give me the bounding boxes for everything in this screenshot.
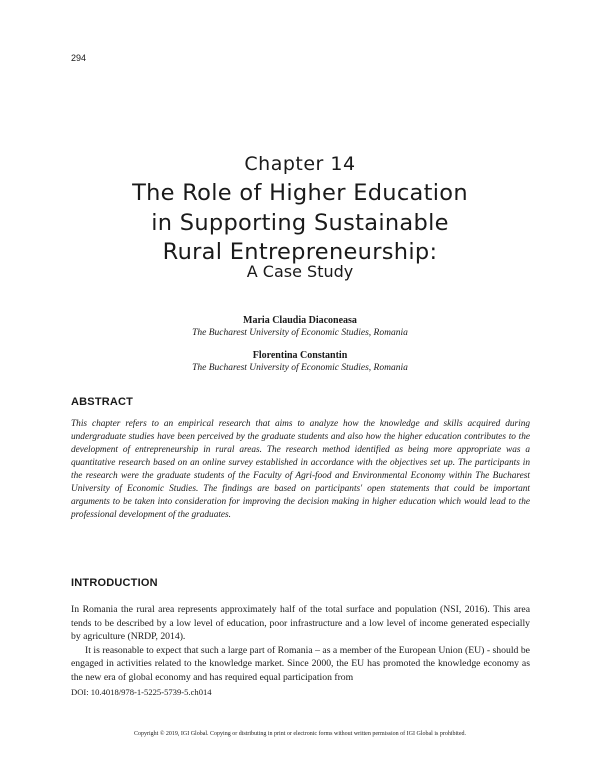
author-name: Florentina Constantin: [252, 350, 348, 361]
author-block: [0, 314, 600, 340]
introduction-body: [71, 603, 530, 684]
introduction-heading: INTRODUCTION: [71, 577, 158, 589]
title-line: Rural Entrepreneurship:: [162, 239, 438, 265]
doi-line: DOI: 10.4018/978-1-5225-5739-5.ch014: [71, 687, 212, 697]
title-line: The Role of Higher Education: [132, 180, 468, 206]
author-block: [0, 349, 600, 375]
body-paragraph: In Romania the rural area represents approximately half of the total surface and population (NSI, 2016). This area tends to be described by a low level of education, poor infrastructure and a low level of income generated especially by agriculture (NRDP, 2014).: [71, 604, 530, 642]
author-name: Maria Claudia Diaconeasa: [243, 315, 357, 326]
author-affiliation: The Bucharest University of Economic Studies, Romania: [192, 363, 408, 373]
abstract-text: This chapter refers to an empirical research that aims to analyze how the knowledge and skills acquired during undergraduate studies have been perceived by the graduate students and also how the higher education contributes to the development of entrepreneurship in rural areas. The research method identified as being more appropriate was a quantitative research based on an online survey established in accordance with the objectives set up. The participants in the research were the graduate students of the Faculty of Agri-food and Environmental Economy within The Bucharest University of Economic Studies. The findings are based on participants' open statements that could be important arguments to be taken into consideration for improving the decision making in higher education which would lead to the professional development of the graduates.: [71, 419, 530, 520]
copyright-notice: Copyright © 2019, IGI Global. Copying or distributing in print or electronic forms without written permission of IGI Global is prohibited.: [133, 731, 466, 737]
page-number: 294: [71, 53, 87, 63]
chapter-label: Chapter 14: [244, 153, 356, 175]
chapter-subtitle: A Case Study: [246, 262, 354, 281]
body-paragraph: It is reasonable to expect that such a large part of Romania – as a member of the European Union (EU) - should be engaged in activities related to the knowledge market. Since 2000, the EU has promoted the knowledge economy as the new era of global economy and has required equal participation from: [71, 644, 530, 683]
chapter-title: [60, 179, 540, 268]
abstract-heading: ABSTRACT: [71, 396, 134, 408]
title-line: in Supporting Sustainable: [151, 209, 449, 236]
author-affiliation: The Bucharest University of Economic Studies, Romania: [192, 328, 408, 338]
